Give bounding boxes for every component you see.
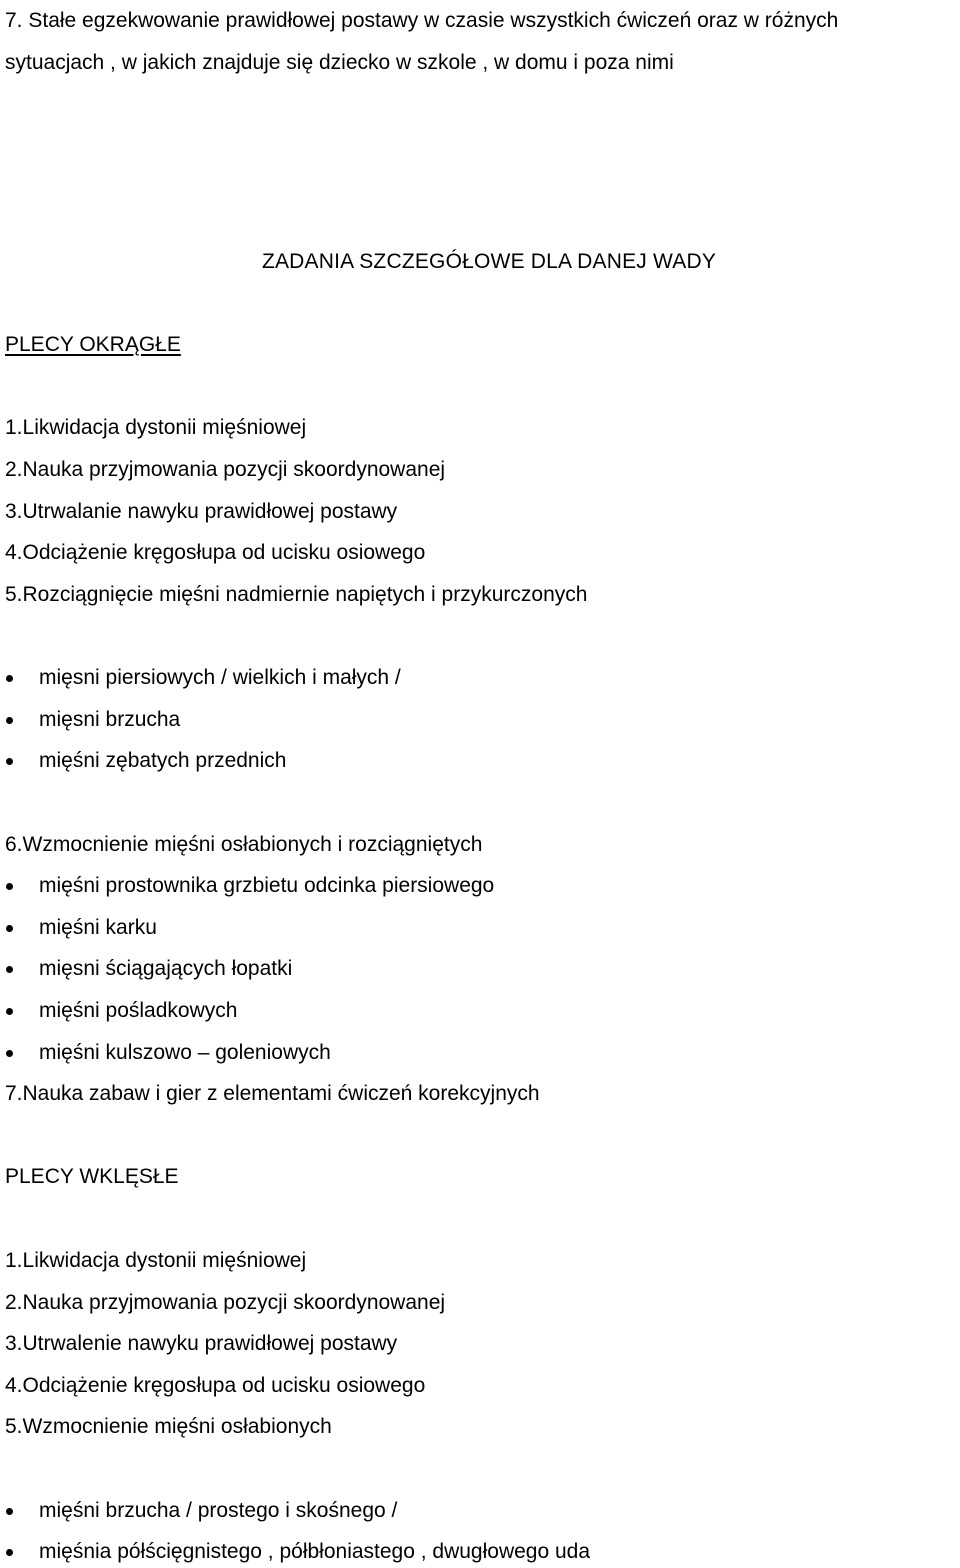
bullet-text: mięśni pośladkowych [39, 999, 238, 1022]
list-item: 3.Utrwalenie nawyku prawidłowej postawy [5, 1332, 398, 1355]
list-item: 6.Wzmocnienie mięśni osłabionych i rozciągniętych [5, 833, 483, 856]
bullet-icon [6, 1050, 13, 1057]
bullet-icon [6, 1008, 13, 1015]
page-heading: ZADANIA SZCZEGÓŁOWE DLA DANEJ WADY [261, 250, 717, 273]
section-title-plecy-wklesle: PLECY WKLĘSŁE [5, 1165, 179, 1188]
list-item: 2.Nauka przyjmowania pozycji skoordynowanej [5, 458, 446, 481]
bullet-icon [6, 883, 13, 890]
list-item: 4.Odciążenie kręgosłupa od ucisku osiowego [5, 1374, 426, 1397]
bullet-text: mięśni zębatych przednich [39, 749, 287, 772]
bullet-icon [6, 966, 13, 973]
bullet-text: mięśni brzucha / prostego i skośnego / [39, 1499, 398, 1522]
bullet-text: mięsni brzucha [39, 708, 181, 731]
bullet-icon [6, 1549, 13, 1556]
bullet-text: mięsni piersiowych / wielkich i małych / [39, 666, 401, 689]
bullet-icon [6, 925, 13, 932]
bullet-text: mięśni karku [39, 916, 157, 939]
list-item: 1.Likwidacja dystonii mięśniowej [5, 1249, 307, 1272]
bullet-icon [6, 717, 13, 724]
list-item: 7.Nauka zabaw i gier z elementami ćwiczeń korekcyjnych [5, 1082, 540, 1105]
bullet-icon [6, 758, 13, 765]
list-item: 1.Likwidacja dystonii mięśniowej [5, 416, 307, 439]
list-item: 3.Utrwalanie nawyku prawidłowej postawy [5, 500, 398, 523]
bullet-text: mięśnia półścięgnistego , półbłoniastego , dwugłowego uda [39, 1540, 591, 1563]
intro-line-2: sytuacjach , w jakich znajduje się dziecko w szkole , w domu i poza nimi [5, 51, 674, 74]
intro-line-1: 7. Stałe egzekwowanie prawidłowej postawy w czasie wszystkich ćwiczeń oraz w różnych [5, 9, 839, 32]
bullet-text: mięśni prostownika grzbietu odcinka piersiowego [39, 874, 495, 897]
list-item: 4.Odciążenie kręgosłupa od ucisku osiowego [5, 541, 426, 564]
bullet-icon [6, 675, 13, 682]
section-title-plecy-okragle: PLECY OKRĄGŁE [5, 333, 181, 356]
bullet-text: mięsni ściągających łopatki [39, 957, 293, 980]
list-item: 2.Nauka przyjmowania pozycji skoordynowanej [5, 1291, 446, 1314]
list-item: 5.Rozciągnięcie mięśni nadmiernie napiętych i przykurczonych [5, 583, 588, 606]
list-item: 5.Wzmocnienie mięśni osłabionych [5, 1415, 332, 1438]
bullet-icon [6, 1508, 13, 1515]
intro-paragraph [5, 0, 955, 84]
bullet-text: mięśni kulszowo – goleniowych [39, 1041, 331, 1064]
